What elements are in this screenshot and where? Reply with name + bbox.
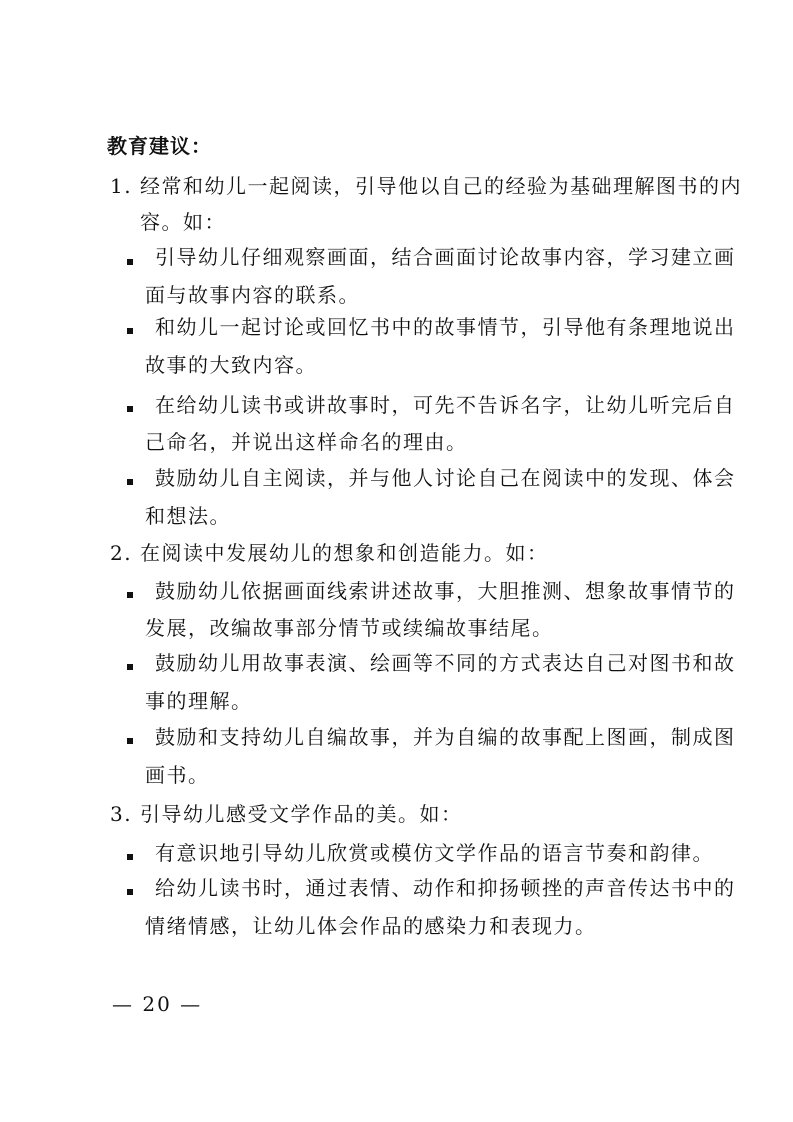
item-2-bullet-2-line-2: 事的理解。 [145,689,253,713]
item-3-bullet-2-line-1: 给幼儿读书时，通过表情、动作和抑扬顿挫的声音传达书中的 [155,876,736,900]
item-1-bullet-4-line-2: 和想法。 [145,504,231,528]
bullet-marker [127,664,133,670]
item-1-bullet-3-line-2: 己命名，并说出这样命名的理由。 [145,430,468,454]
item-1-bullet-2-line-2: 故事的大致内容。 [145,353,317,377]
bullet-marker [127,406,133,412]
bullet-marker [127,328,133,334]
section-heading: 教育建议： [107,134,212,158]
item-2-line-1: 2. 在阅读中发展幼儿的想象和创造能力。如： [110,541,549,565]
item-2-bullet-1-line-2: 发展，改编故事部分情节或续编故事结尾。 [145,616,554,640]
item-3-line-1: 3. 引导幼儿感受文学作品的美。如： [110,802,463,826]
item-2-bullet-2-line-1: 鼓励幼儿用故事表演、绘画等不同的方式表达自己对图书和故 [155,651,736,675]
item-1-bullet-3-line-1: 在给幼儿读书或讲故事时，可先不告诉名字，让幼儿听完后自 [155,393,736,417]
item-3-bullet-2-line-2: 情绪情感，让幼儿体会作品的感染力和表现力。 [145,914,597,938]
item-2-bullet-3-line-1: 鼓励和支持幼儿自编故事，并为自编的故事配上图画，制成图 [155,725,736,749]
item-3-bullet-1-line-1: 有意识地引导幼儿欣赏或模仿文学作品的语言节奏和韵律。 [155,841,714,865]
item-1-bullet-2-line-1: 和幼儿一起讨论或回忆书中的故事情节，引导他有条理地说出 [155,315,736,339]
page-number: — 20 — [112,992,203,1016]
item-1-line-1: 1. 经常和幼儿一起阅读，引导他以自己的经验为基础理解图书的内 [110,174,742,198]
item-1-bullet-4-line-1: 鼓励幼儿自主阅读，并与他人讨论自己在阅读中的发现、体会 [155,466,736,490]
item-2-bullet-3-line-2: 画书。 [145,763,210,787]
bullet-marker [127,738,133,744]
bullet-marker [127,479,133,485]
bullet-marker [127,854,133,860]
bullet-marker [127,592,133,598]
bullet-marker [127,889,133,895]
item-1-bullet-1-line-2: 面与故事内容的联系。 [145,283,360,307]
item-2-bullet-1-line-1: 鼓励幼儿依据画面线索讲述故事，大胆推测、想象故事情节的 [155,579,736,603]
bullet-marker [127,259,133,265]
item-1-bullet-1-line-1: 引导幼儿仔细观察画面，结合画面讨论故事内容，学习建立画 [155,245,736,269]
item-1-line-2: 容。如： [140,210,226,234]
